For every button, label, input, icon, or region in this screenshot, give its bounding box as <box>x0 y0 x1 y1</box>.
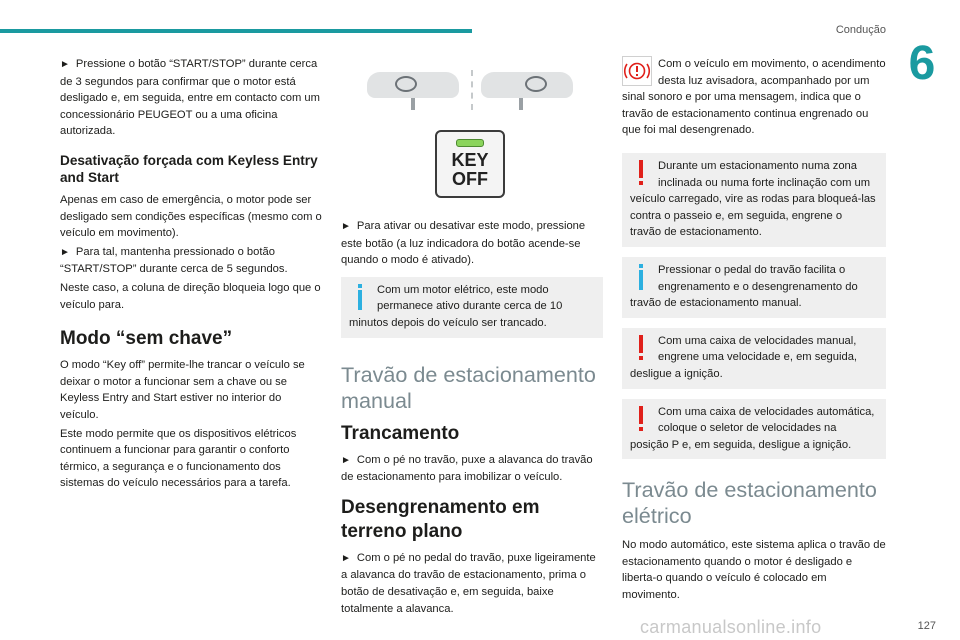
brake-warning-block <box>622 56 886 139</box>
paragraph-key-off: O modo “Key off” permite-lhe trancar o veículo se deixar o motor a funcionar sem a chave ou se Keyless Entry and Start estiver no interior do veículo. <box>60 359 305 421</box>
column-1 <box>60 56 322 494</box>
note-text: Durante um estacionamento numa zona inclinada ou numa forte inclinação com um veículo carregado, vire as rodas para bloqueá-las contra o passeio e, em seguida, engrene o travão de estacionamento. <box>630 159 876 239</box>
key-off-button-icon <box>435 130 505 198</box>
brake-warning-light-icon <box>622 56 652 86</box>
header-accent-bar <box>0 29 472 33</box>
section-title: Condução <box>835 24 886 36</box>
warning-note-automatic-gearbox <box>622 399 886 460</box>
warning-icon <box>630 333 652 363</box>
heading-locking: Trancamento <box>341 422 460 444</box>
paragraph-confirm-off: ► Pressione o botão “START/STOP” durante cerca de 3 segundos para confirmar que o motor está desligado e, em seguida, entre em contacto com um concessionário PEUGEOT ou a uma oficina autorizada. <box>60 56 322 140</box>
paragraph-activate-mode: ► Para ativar ou desativar este modo, pressione este botão (a luz indicadora do botão acende-se quando o modo é ativado). <box>341 218 603 269</box>
heading-electric-parking-brake: Travão de estacionamento elétrico <box>622 477 877 529</box>
page-number: 127 <box>917 620 936 632</box>
key-label-2: OFF <box>452 169 488 189</box>
note-text: Com uma caixa de velocidades automática, coloque o seletor de velocidades na posição P e, em seguida, desligue a ignição. <box>630 405 875 451</box>
paragraph-devices: Este modo permite que os dispositivos elétricos continuem a funcionar para garantir o conforto térmico, a segurança e o funcionamento dos sistemas do veículo necessários para a tarefa. <box>60 427 297 490</box>
paragraph-locking: ► Com o pé no travão, puxe a alavanca do travão de estacionamento para imobilizar o veículo. <box>341 452 603 486</box>
indicator-led <box>456 139 484 147</box>
warning-note-slope <box>622 153 886 247</box>
warning-note-manual-gearbox <box>622 328 886 389</box>
note-text: Com uma caixa de velocidades manual, engrene uma velocidade e, em seguida, desligue a ignição. <box>630 334 858 380</box>
note-text: Pressionar o pedal do travão facilita o engrenamento e o desengrenamento do travão de estacionamento manual. <box>630 263 858 310</box>
column-3 <box>622 56 886 606</box>
heading-release-flat: Desengrenamento em terreno plano <box>341 496 540 542</box>
info-note-pedal <box>622 257 886 318</box>
key-off-figure <box>341 56 603 212</box>
steering-wheel-icon <box>395 76 417 92</box>
warning-icon <box>630 158 652 188</box>
warning-icon <box>630 404 652 434</box>
info-icon <box>630 262 652 292</box>
figure-divider <box>471 70 474 110</box>
mirror-icon <box>367 72 459 98</box>
heading-keyless-mode: Modo “sem chave” <box>60 328 233 350</box>
note-text: Com um motor elétrico, este modo permanece ativo durante cerca de 10 minutos depois do veículo ser trancado. <box>349 283 563 329</box>
heading-manual-parking-brake: Travão de estacionamento manual <box>341 361 596 413</box>
chapter-number: 6 <box>908 37 936 90</box>
watermark: carmanualsonline.info <box>640 617 822 637</box>
mirror-icon <box>481 72 573 98</box>
paragraph-emergency: Apenas em caso de emergência, o motor pode ser desligado sem condições específicas (mesmo com o veículo em movimento). <box>60 193 322 240</box>
paragraph-steering-lock: Neste caso, a coluna de direção bloqueia logo que o veículo para. <box>60 281 321 311</box>
key-label-1: KEY <box>451 150 489 170</box>
steering-wheel-icon <box>525 76 547 92</box>
paragraph-release: ► Com o pé no pedal do travão, puxe ligeiramente a alavanca do travão de estacionamento, prima o botão de desativação e, em seguida, baixe totalmente a alavanca. <box>341 550 603 617</box>
paragraph-hold-button: ► Para tal, mantenha pressionado o botão “START/STOP” durante cerca de 5 segundos. <box>60 244 322 278</box>
column-2 <box>341 56 603 619</box>
paragraph-electric-brake: No modo automático, este sistema aplica o travão de estacionamento quando o motor é desligado e liberta-o quando o veículo é colocado em movimento. <box>622 539 886 602</box>
info-note-electric <box>341 277 603 338</box>
info-icon <box>349 282 371 312</box>
paragraph-brake-warning: Com o veículo em movimento, o acendimento desta luz avisadora, acompanhado por um sinal sonoro e por uma mensagem, indica que o travão de estacionamento continua engrenado ou que foi mal desengrenado. <box>622 58 886 137</box>
heading-forced-deactivation: Desativação forçada com Keyless Entry and Start <box>60 152 318 185</box>
